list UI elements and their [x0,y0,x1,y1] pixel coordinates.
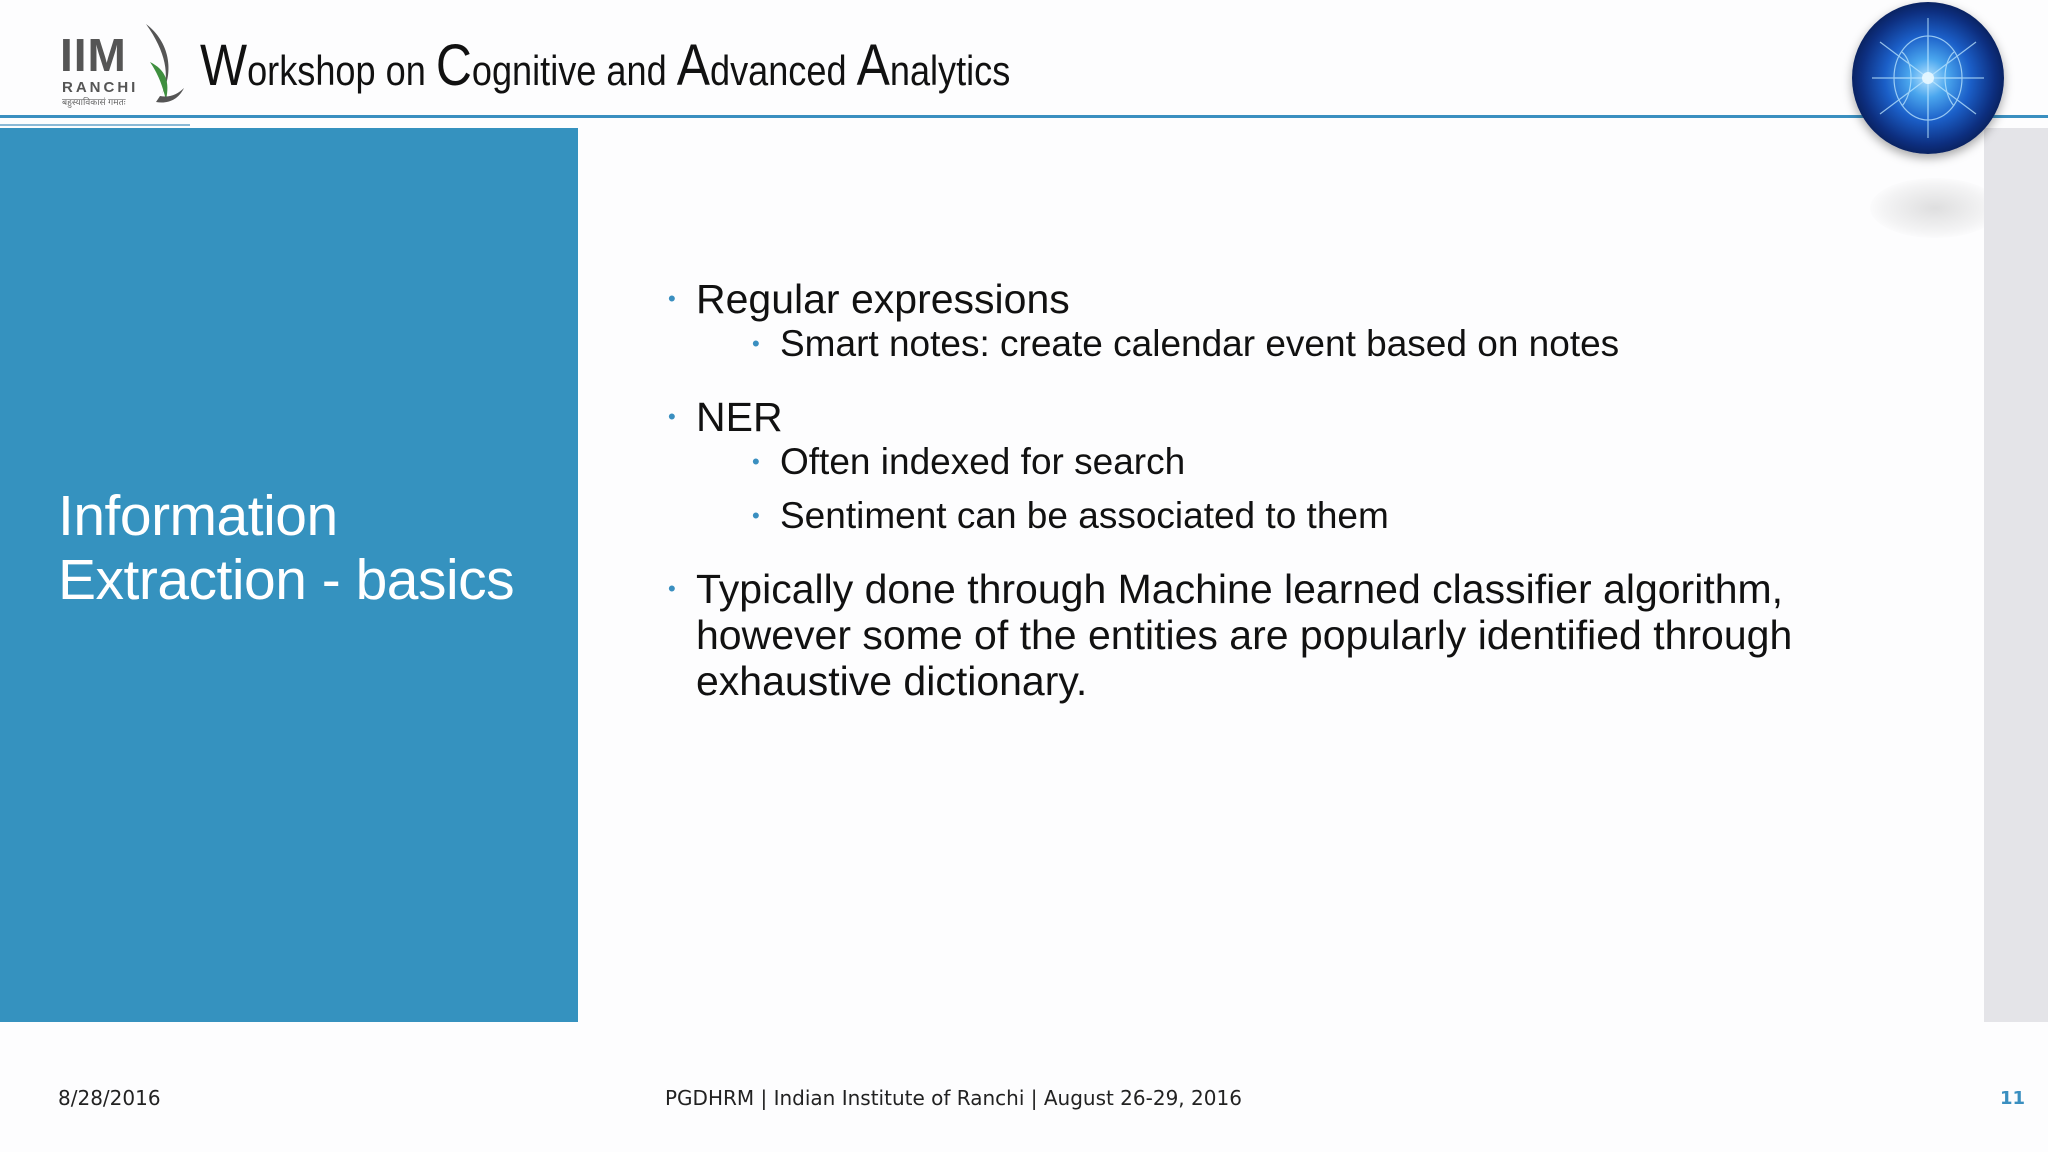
bullet-item [668,276,1868,322]
title-cap-2: C [435,33,472,98]
brain-image-shadow [1870,178,2000,238]
footer-date: 8/28/2016 [58,1086,161,1110]
bullet-dot-icon: • [668,404,676,429]
bullet-list [668,276,1868,704]
bullet-item [668,394,1868,440]
slide-title-line-1: Information [58,484,338,548]
right-side-band [1984,128,2048,1022]
sub-bullet-item [752,322,1868,366]
bullet-dot-icon: • [752,331,760,356]
title-cap-3: A [676,33,710,98]
logo-city: RANCHI [62,79,139,96]
brain-network-icon [1852,2,2004,154]
bullet-dot-icon: • [668,576,676,601]
logo-tagline: बहुस्याविकासं गमतः [62,97,126,107]
sub-bullet-item [752,494,1868,538]
bullet-dot-icon: • [752,449,760,474]
title-rest-4: nalytics [889,47,1011,94]
footer-text: PGDHRM | Indian Institute of Ranchi | August 26-29, 2016 [665,1086,1242,1110]
iim-ranchi-logo [58,22,184,108]
bullet-dot-icon: • [668,286,676,311]
sub-bullet-text: Often indexed for search [780,441,1186,482]
bullet-text: NER [696,394,783,440]
bullet-text-line-1: Typically done through Machine learned classifier algorithm, [696,566,1784,612]
title-rest-3: dvanced [709,47,857,94]
slide-title-line-2: Extraction - basics [58,548,515,612]
sub-bullet-text: Sentiment can be associated to them [780,495,1389,536]
sub-bullet-item [752,440,1868,484]
sub-bullet-text: Smart notes: create calendar event based on notes [780,323,1620,364]
bullet-item [668,566,1868,704]
brain-lines-icon [1852,2,2004,154]
logo-name: IIM [60,29,127,81]
leaf-icon [140,22,186,108]
title-cap-1: W [200,33,248,98]
bullet-text-line-2: however some of the entities are popularly identified through [696,612,1793,658]
header-divider [0,115,2048,118]
bullet-dot-icon: • [752,503,760,528]
header-accent-line [0,124,190,126]
title-rest-1: orkshop on [247,47,436,94]
bullet-text-line-3: exhaustive dictionary. [696,658,1088,704]
bullet-text: Regular expressions [696,276,1070,322]
header-title [200,33,1011,101]
title-rest-2: ognitive and [471,47,677,94]
title-cap-4: A [856,33,890,98]
slide-title [58,484,558,612]
page-number: 11 [2000,1088,2026,1109]
